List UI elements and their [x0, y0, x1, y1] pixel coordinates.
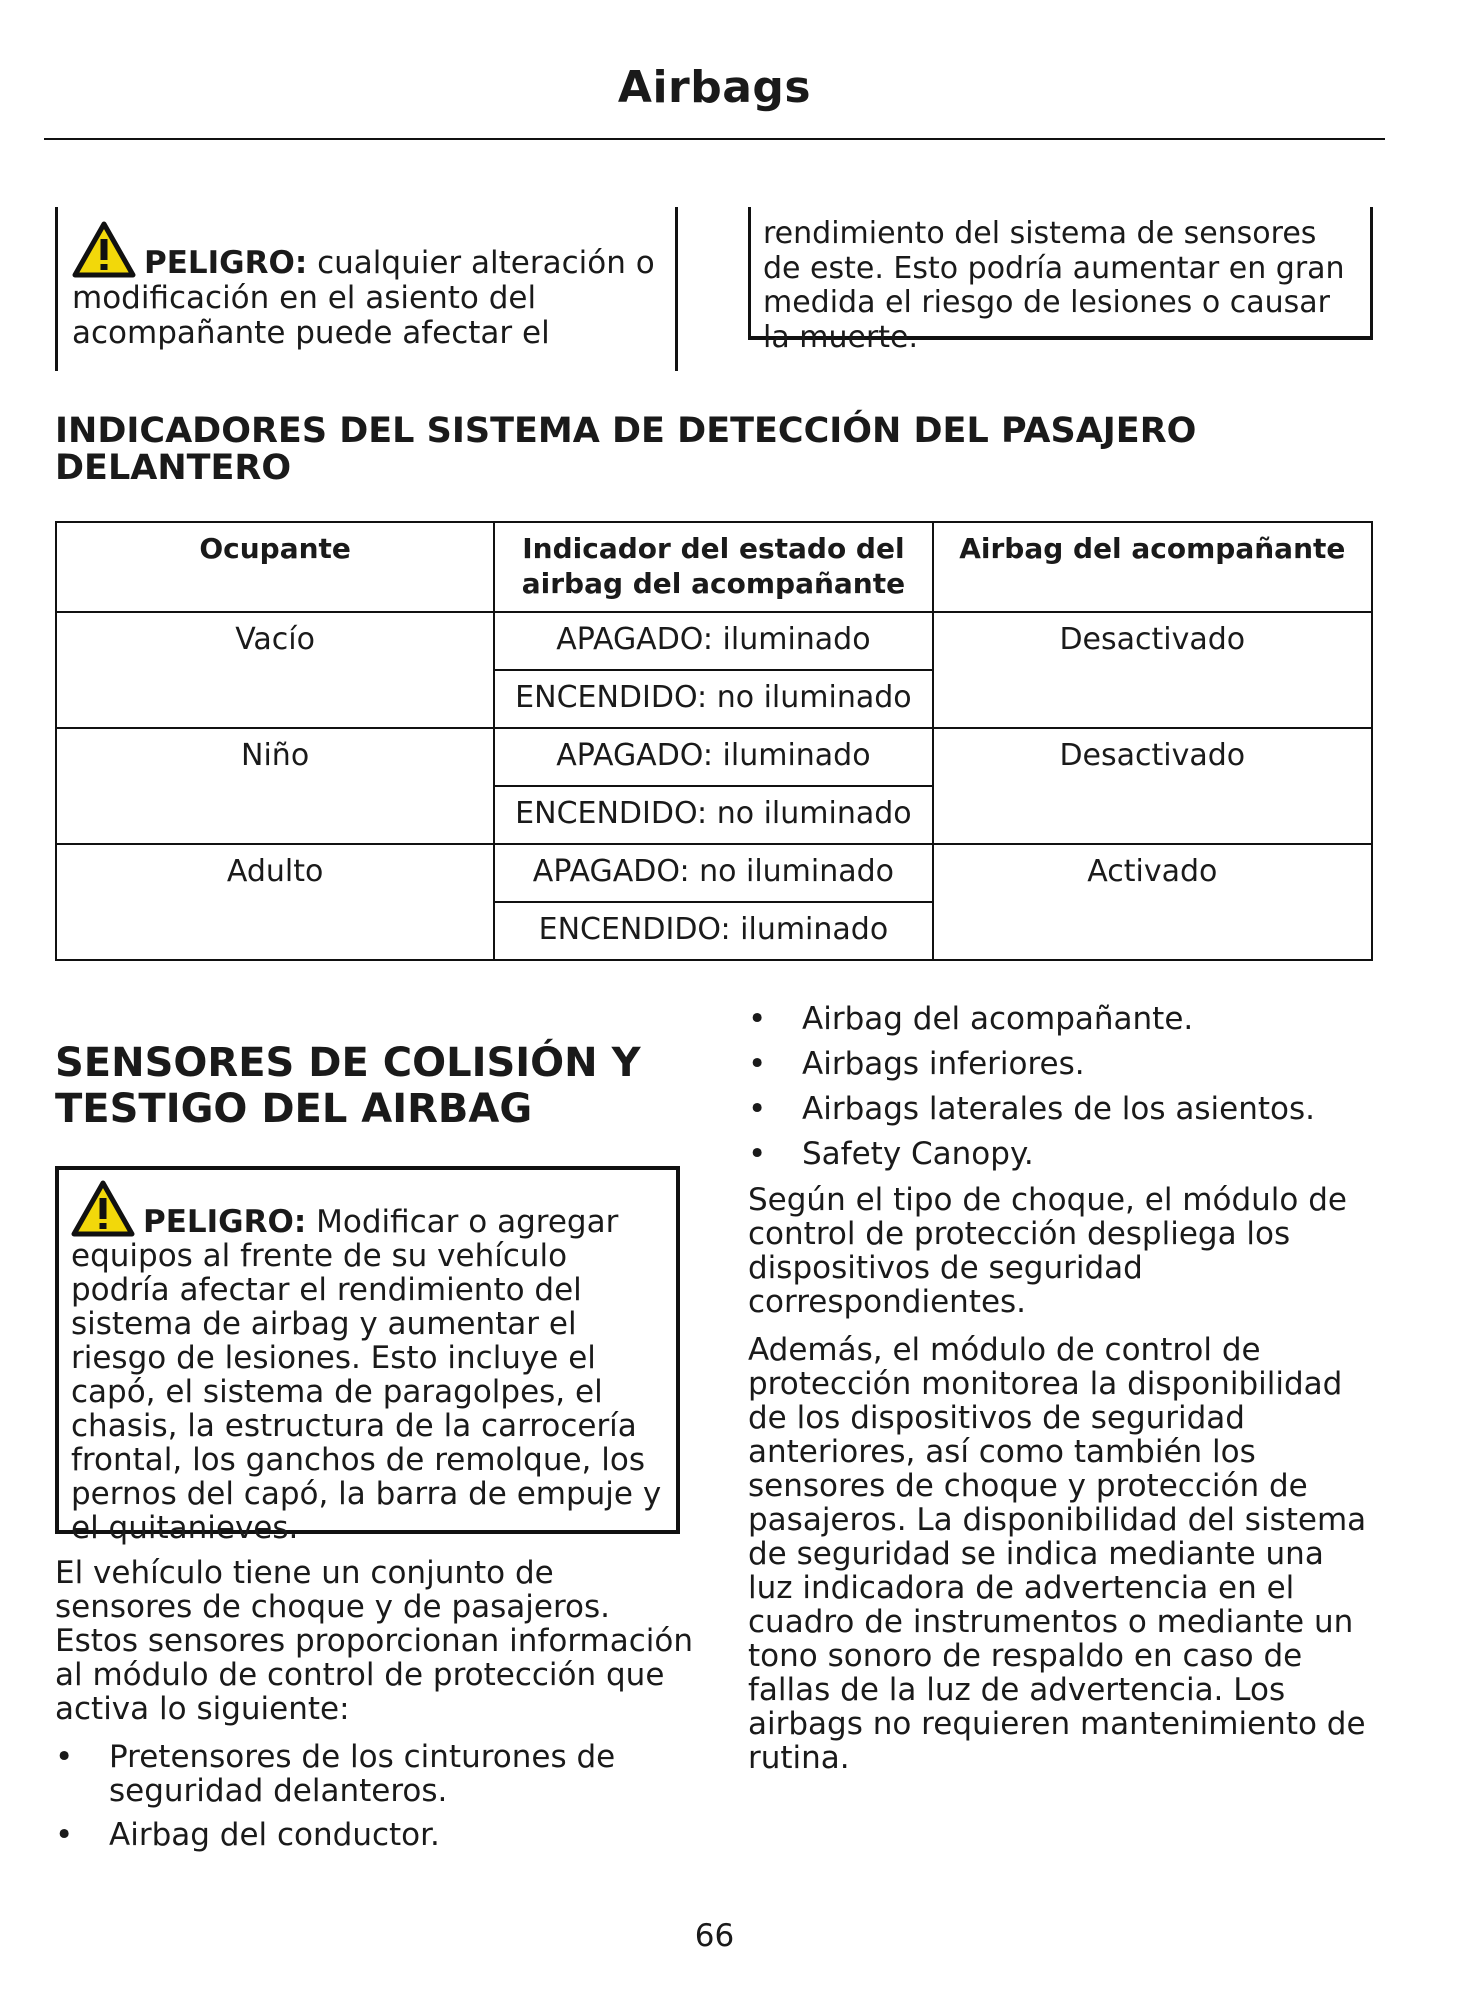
- intro-paragraph: El vehículo tiene un conjunto de sensores de choque y de pasajeros. Estos sensores proporcionan información al módulo de control de protección que activa lo siguiente:: [55, 1555, 693, 1727]
- cell-indicator-off: APAGADO: no iluminado: [494, 844, 932, 902]
- bullet: •: [748, 1091, 767, 1127]
- warning-text-right: rendimiento del sistema de sensores de este. Esto podría aumentar en gran medida el riesgo de lesiones o causar la muerte.: [763, 216, 1345, 355]
- warning-triangle-icon: [72, 221, 136, 279]
- warning-text: Modificar o agregar equipos al frente de su vehículo podría afectar el rendimiento del sistema de airbag y aumentar el riesgo de lesiones. Esto incluye el capó, el sistema de paragolpes, el chasis, la estructura de la carrocería frontal, los ganchos de remolque, los pernos del capó, la barra de empuje y el quitanieves.: [71, 1204, 662, 1546]
- list-item: [748, 1137, 1378, 1171]
- list-item-text: Airbag del acompañante.: [802, 1001, 1194, 1037]
- warning-box-seat-right: [748, 207, 1373, 355]
- page-title: Airbags: [617, 62, 812, 113]
- monitoring-paragraph: Además, el módulo de control de protección monitorea la disponibilidad de los dispositivos de seguridad anteriores, así como también los sensores de choque y protección de pasajeros. La disponibilidad del sistema de seguridad se indica mediante una luz indicadora de advertencia en el cuadro de instrumentos o mediante un tono sonoro de respaldo en caso de fallas de la luz de advertencia. Los airbags no requieren mantenimiento de rutina.: [748, 1332, 1367, 1776]
- column-header: Ocupante: [56, 522, 494, 612]
- list-item-text: Airbags inferiores.: [802, 1046, 1085, 1082]
- bullet-list-right: [748, 1002, 1378, 1171]
- warning-label: PELIGRO:: [143, 1204, 307, 1240]
- list-item-text: Airbag del conductor.: [109, 1817, 440, 1853]
- warning-label: PELIGRO:: [144, 245, 308, 281]
- table-header-row: [56, 522, 1372, 612]
- warning-text-left: cualquier alteración o modificación en el asiento del acompañante puede afectar el: [72, 245, 655, 351]
- cell-occupant: Vacío: [56, 612, 494, 728]
- cell-airbag: Desactivado: [933, 728, 1372, 844]
- right-column-body: [748, 1002, 1378, 1789]
- deployment-paragraph: Según el tipo de choque, el módulo de control de protección despliega los dispositivos de seguridad correspondientes.: [748, 1182, 1347, 1320]
- cell-airbag: Activado: [933, 844, 1372, 960]
- list-item: [748, 1092, 1378, 1126]
- cell-occupant: Adulto: [56, 844, 494, 960]
- cell-indicator-on: ENCENDIDO: iluminado: [494, 902, 932, 960]
- list-item: [55, 1818, 695, 1852]
- bullet: •: [55, 1817, 74, 1853]
- page-number: 66: [694, 1918, 735, 1954]
- left-column-body: [55, 1556, 695, 1862]
- section-heading-sensors: SENSORES DE COLISIÓN Y TESTIGO DEL AIRBAG: [55, 1040, 641, 1132]
- warning-triangle-icon: [71, 1180, 135, 1238]
- warning-box-modification: [55, 1166, 680, 1546]
- list-item: [748, 1047, 1378, 1081]
- cell-indicator-off: APAGADO: iluminado: [494, 728, 932, 786]
- section-heading-indicators: INDICADORES DEL SISTEMA DE DETECCIÓN DEL PASAJERO DELANTERO: [55, 411, 1197, 488]
- table-row: [56, 844, 1372, 902]
- bullet: •: [748, 1136, 767, 1172]
- cell-occupant: Niño: [56, 728, 494, 844]
- title-divider: [44, 138, 1385, 140]
- cell-indicator-on: ENCENDIDO: no iluminado: [494, 786, 932, 844]
- cell-indicator-off: APAGADO: iluminado: [494, 612, 932, 670]
- cell-indicator-on: ENCENDIDO: no iluminado: [494, 670, 932, 728]
- bullet: •: [748, 1046, 767, 1082]
- column-header: Airbag del acompañante: [933, 522, 1372, 612]
- bullet: •: [55, 1739, 74, 1775]
- list-item-text: Airbags laterales de los asientos.: [802, 1091, 1315, 1127]
- column-header: Indicador del estado del airbag del acompañante: [494, 522, 932, 612]
- list-item-text: Pretensores de los cinturones de seguridad delanteros.: [109, 1739, 616, 1809]
- bullet-list-left: [55, 1740, 695, 1852]
- bullet: •: [748, 1001, 767, 1037]
- list-item: [55, 1740, 695, 1808]
- table-row: [56, 612, 1372, 670]
- indicator-table: [55, 521, 1373, 961]
- warning-box-seat-left: [55, 207, 678, 371]
- table-row: [56, 728, 1372, 786]
- list-item-text: Safety Canopy.: [802, 1136, 1034, 1172]
- cell-airbag: Desactivado: [933, 612, 1372, 728]
- list-item: [748, 1002, 1378, 1036]
